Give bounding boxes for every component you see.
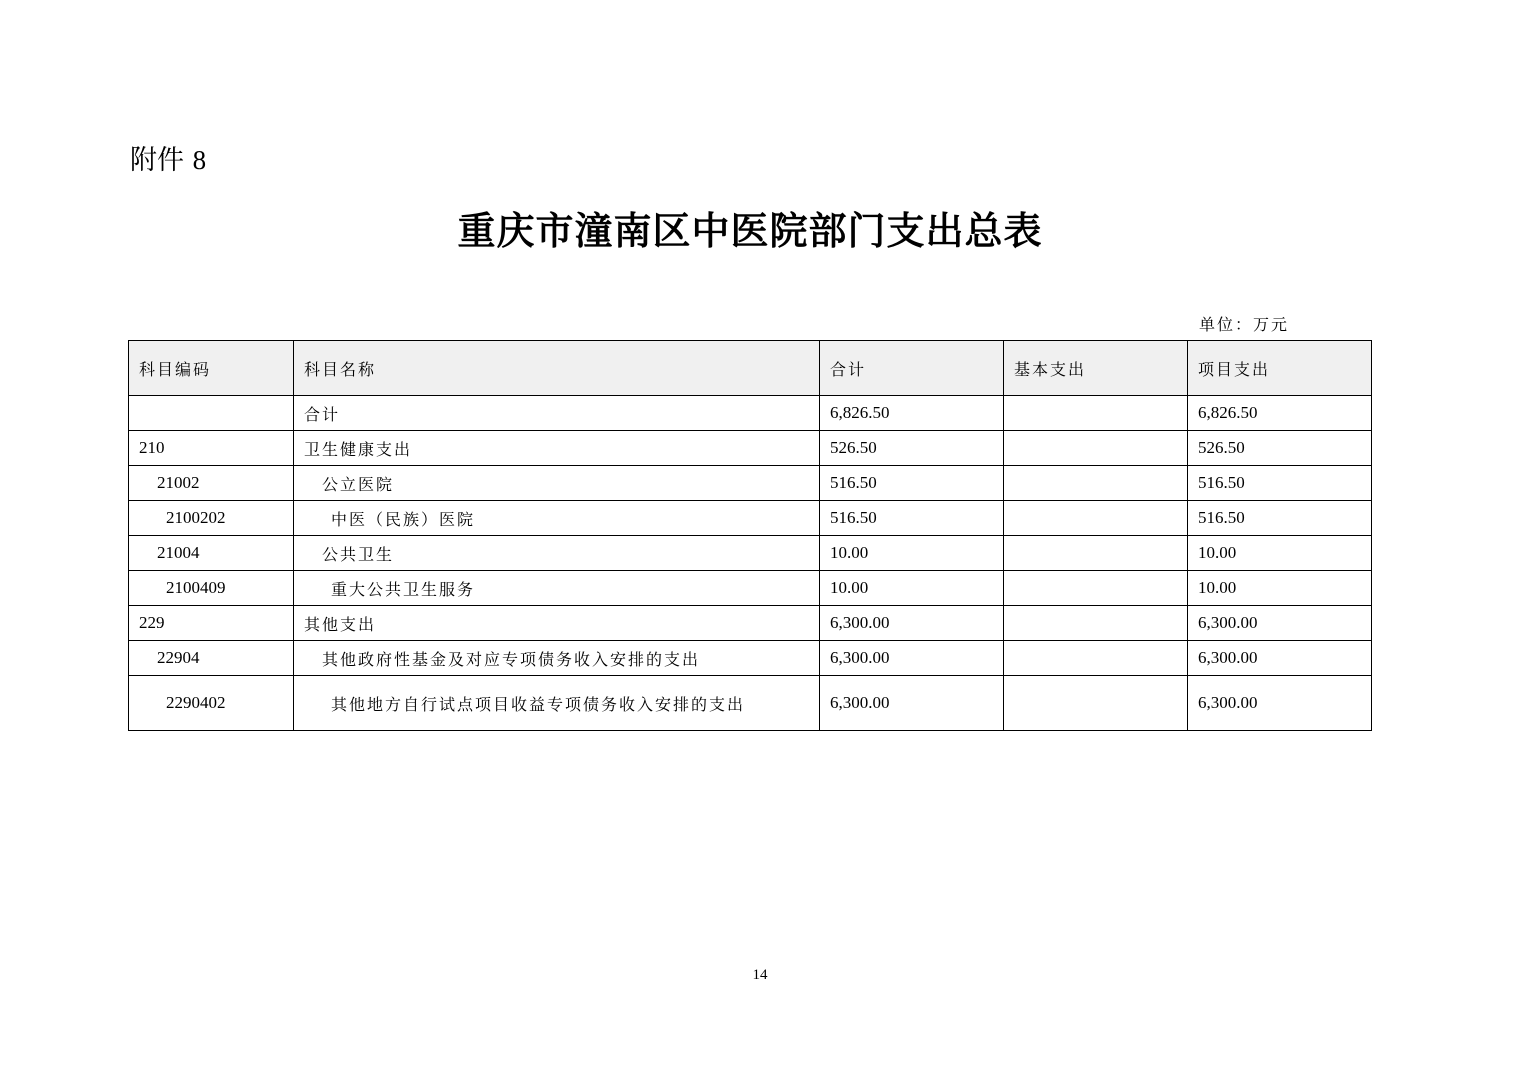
table-row — [129, 501, 1372, 536]
cell-name: 其他政府性基金及对应专项债务收入安排的支出 — [294, 641, 820, 676]
cell-code: 22904 — [129, 641, 294, 676]
table-header-row — [129, 341, 1372, 396]
table-row — [129, 396, 1372, 431]
cell-code: 2100202 — [129, 501, 294, 536]
cell-total: 6,300.00 — [820, 641, 1004, 676]
cell-total: 6,300.00 — [820, 606, 1004, 641]
attachment-number: 8 — [192, 145, 207, 175]
cell-basic — [1004, 676, 1188, 731]
unit-label: 单位：万元 — [1199, 315, 1290, 334]
cell-name: 公共卫生 — [294, 536, 820, 571]
cell-basic — [1004, 431, 1188, 466]
header-code: 科目编码 — [129, 341, 294, 396]
cell-code: 2100409 — [129, 571, 294, 606]
header-basic: 基本支出 — [1004, 341, 1188, 396]
cell-project: 10.00 — [1188, 571, 1372, 606]
table-row — [129, 641, 1372, 676]
cell-code: 2290402 — [129, 676, 294, 731]
cell-basic — [1004, 536, 1188, 571]
cell-name: 中医（民族）医院 — [294, 501, 820, 536]
header-project: 项目支出 — [1188, 341, 1372, 396]
table-row — [129, 466, 1372, 501]
table-row — [129, 431, 1372, 466]
cell-basic — [1004, 396, 1188, 431]
cell-basic — [1004, 641, 1188, 676]
cell-name: 公立医院 — [294, 466, 820, 501]
header-name: 科目名称 — [294, 341, 820, 396]
table-row — [129, 676, 1372, 731]
cell-basic — [1004, 606, 1188, 641]
cell-code: 21002 — [129, 466, 294, 501]
table-row — [129, 606, 1372, 641]
cell-project: 516.50 — [1188, 466, 1372, 501]
cell-project: 516.50 — [1188, 501, 1372, 536]
table-row — [129, 571, 1372, 606]
page-number: 14 — [752, 967, 768, 983]
cell-project: 6,300.00 — [1188, 641, 1372, 676]
cell-project: 6,300.00 — [1188, 676, 1372, 731]
cell-code: 229 — [129, 606, 294, 641]
page-title: 重庆市潼南区中医院部门支出总表 — [457, 209, 1043, 253]
cell-code: 210 — [129, 431, 294, 466]
cell-code: 21004 — [129, 536, 294, 571]
table-row — [129, 536, 1372, 571]
cell-name: 其他支出 — [294, 606, 820, 641]
cell-name: 合计 — [294, 396, 820, 431]
cell-project: 6,826.50 — [1188, 396, 1372, 431]
header-total: 合计 — [820, 341, 1004, 396]
cell-total: 10.00 — [820, 571, 1004, 606]
cell-project: 6,300.00 — [1188, 606, 1372, 641]
cell-basic — [1004, 466, 1188, 501]
cell-total: 516.50 — [820, 501, 1004, 536]
expenditure-table — [128, 340, 1372, 731]
cell-total: 6,826.50 — [820, 396, 1004, 431]
cell-name: 其他地方自行试点项目收益专项债务收入安排的支出 — [294, 676, 820, 731]
attachment-text: 附件 — [130, 145, 184, 176]
cell-basic — [1004, 571, 1188, 606]
cell-total: 516.50 — [820, 466, 1004, 501]
cell-project: 10.00 — [1188, 536, 1372, 571]
cell-total: 526.50 — [820, 431, 1004, 466]
attachment-label — [130, 138, 206, 177]
cell-name: 重大公共卫生服务 — [294, 571, 820, 606]
cell-basic — [1004, 501, 1188, 536]
cell-total: 6,300.00 — [820, 676, 1004, 731]
cell-code — [129, 396, 294, 431]
cell-name: 卫生健康支出 — [294, 431, 820, 466]
cell-total: 10.00 — [820, 536, 1004, 571]
cell-project: 526.50 — [1188, 431, 1372, 466]
